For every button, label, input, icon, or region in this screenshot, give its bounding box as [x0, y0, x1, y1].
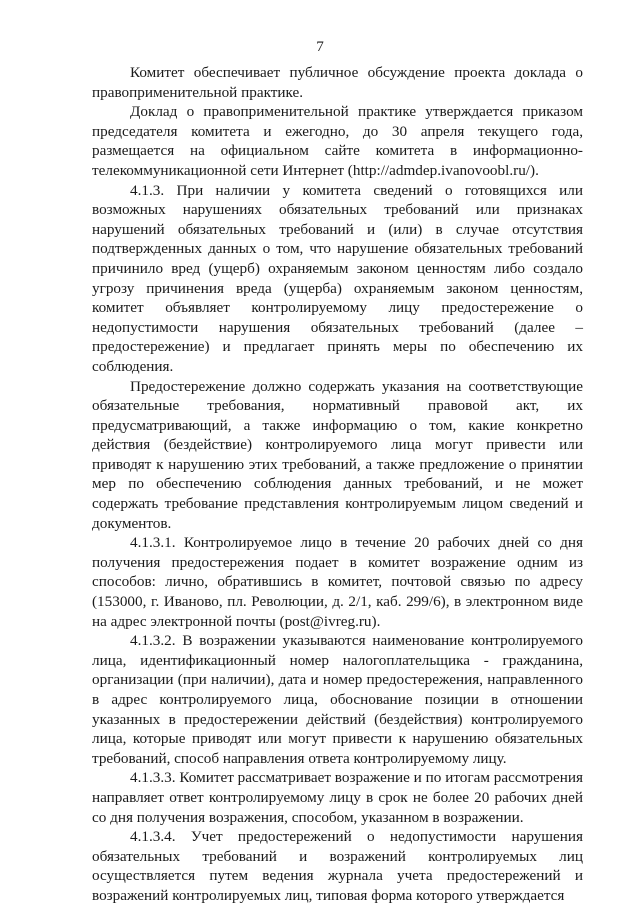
- paragraph: 4.1.3.2. В возражении указываются наименование контролируемого лица, идентификационный номер налогоплательщика - гражданина, организации (при наличии), дата и номер предостережения, направленного в адрес контролируемого лица, обоснование позиции в отношении указанных в предостережении действий (бездействия) контролируемого лица, которые приводят или могут привести к нарушению обязательных требований, способ направления ответа контролируемому лицу.: [92, 632, 583, 767]
- paragraph: 4.1.3.4. Учет предостережений о недопустимости нарушения обязательных требований и возражений контролируемых лиц осуществляется путем ведения журнала учета предостережений и возражений контролируемых лиц, типовая форма которого утверждается: [92, 828, 583, 904]
- paragraph: 4.1.3. При наличии у комитета сведений о готовящихся или возможных нарушениях обязательных требований или признаках нарушений обязательных требований и (или) в случае отсутствия подтвержденных данных о том, что нарушение обязательных требований причинило вред (ущерб) охраняемым законом ценностям либо создало угрозу причинения вреда (ущерба) охраняемым законом ценностям, комитет объявляет контролируемому лицу предостережение о недопустимости нарушения обязательных требований (далее – предостережение) и предлагает принять меры по обеспечению их соблюдения.: [92, 181, 583, 375]
- paragraph: Доклад о правоприменительной практике утверждается приказом председателя комитета и ежегодно, до 30 апреля текущего года, размещается на официальном сайте комитета в информационно-телекоммуникационной сети Интернет (http://admdep.ivanovoobl.ru/).: [92, 103, 583, 179]
- document-body: [92, 63, 583, 906]
- page-number: 7: [316, 38, 324, 55]
- paragraph: Предостережение должно содержать указания на соответствующие обязательные требования, нормативный правовой акт, их предусматривающий, а также информацию о том, какие конкретно действия (бездействие) контролируемого лица могут привести или приводят к нарушению этих требований, а также предложение о принятии мер по обеспечению соблюдения данных требований, и не может содержать требование представления контролируемым лицом сведений и документов.: [92, 377, 583, 532]
- paragraph: Комитет обеспечивает публичное обсуждение проекта доклада о правоприменительной практике.: [92, 64, 583, 101]
- paragraph: 4.1.3.3. Комитет рассматривает возражение и по итогам рассмотрения направляет ответ контролируемому лицу в срок не более 20 рабочих дней со дня получения возражения, способом, указанном в возражении.: [92, 769, 583, 826]
- paragraph: 4.1.3.1. Контролируемое лицо в течение 20 рабочих дней со дня получения предостережения подает в комитет возражение одним из способов: лично, обратившись в комитет, почтовой связью по адресу (153000, г. Иваново, пл. Революции, д. 2/1, каб. 299/6), в электронном виде на адрес электронной почты (post@ivreg.ru).: [92, 534, 583, 630]
